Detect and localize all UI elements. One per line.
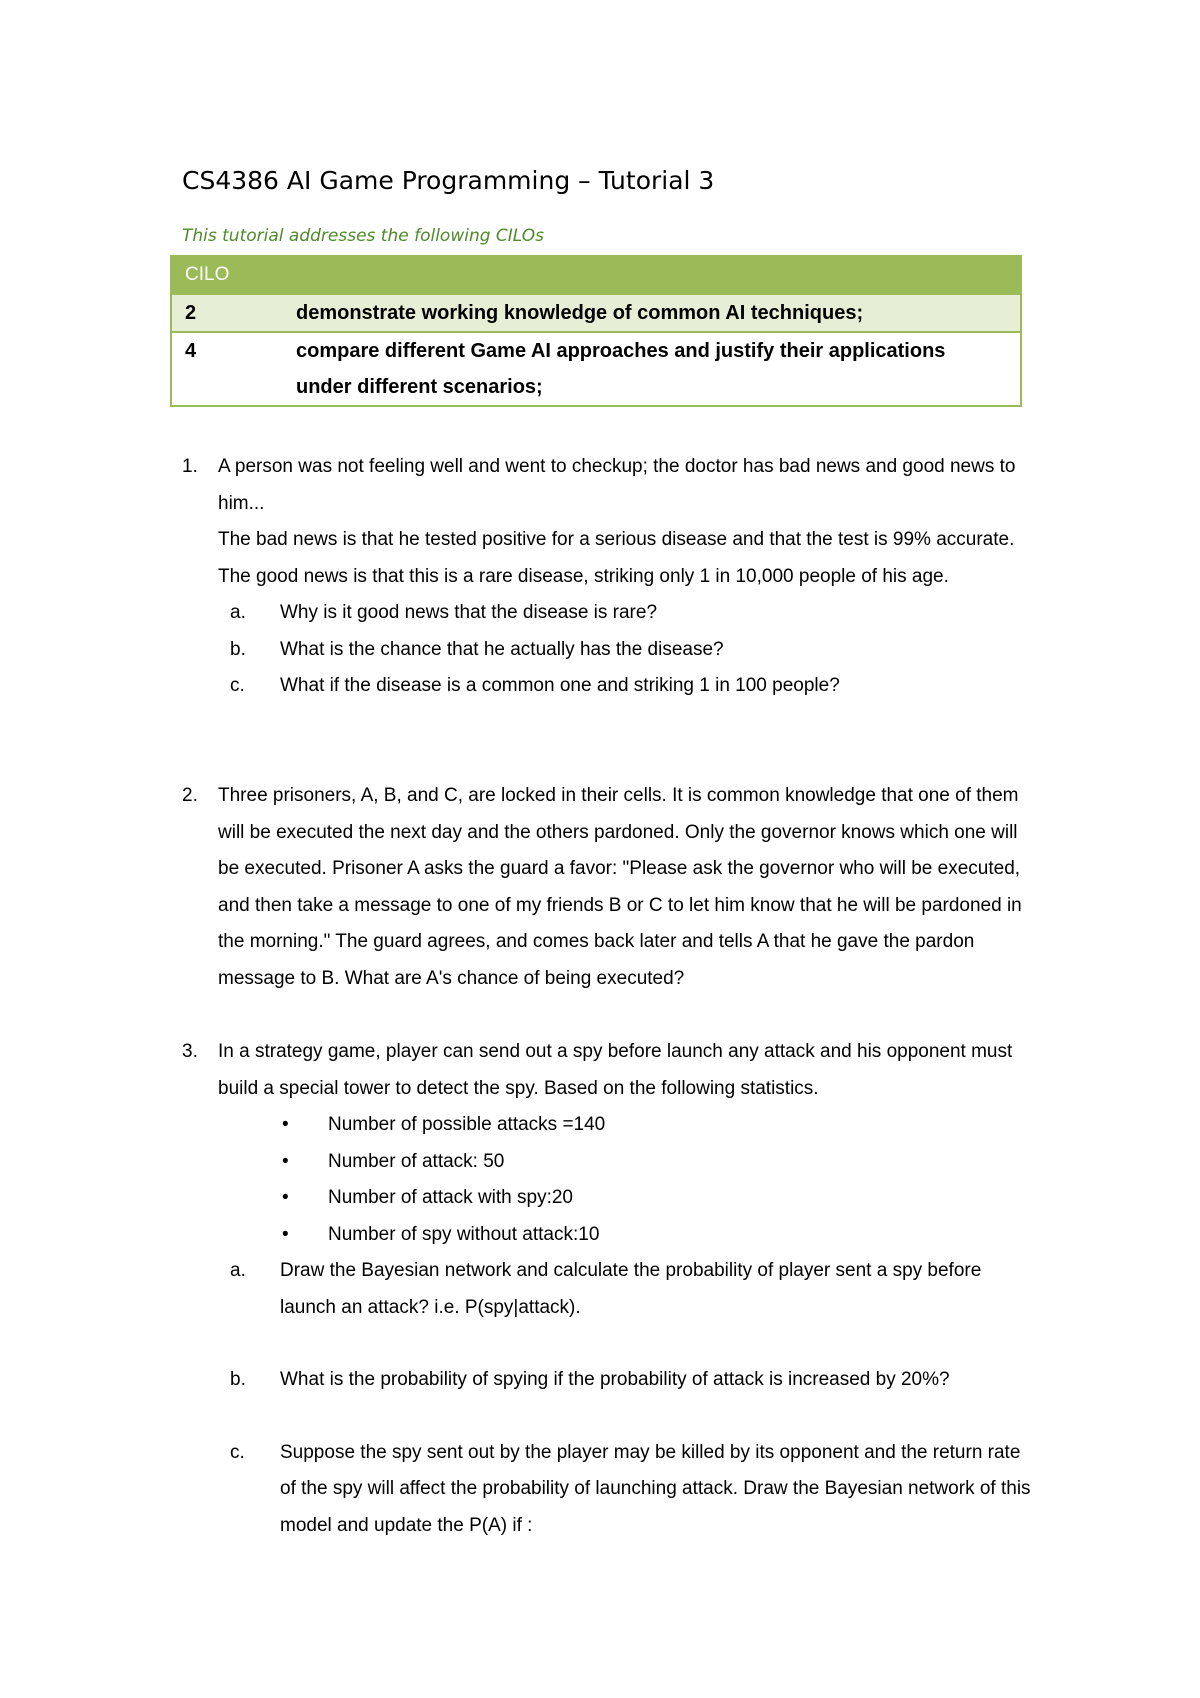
cilo-number: 2 <box>171 294 296 332</box>
question-block <box>182 449 1032 595</box>
sub-question-text: What is the probability of spying if the probability of attack is increased by 20%? <box>280 1369 950 1390</box>
sub-question-label: b. <box>230 638 246 660</box>
question-number: 2. <box>182 785 198 806</box>
sub-question-label: c. <box>230 1441 245 1463</box>
sub-question-label: a. <box>230 1260 246 1281</box>
statistic-item <box>182 1217 1032 1254</box>
statistic-item <box>182 1107 1032 1144</box>
cilo-intro: This tutorial addresses the following CILOs <box>182 226 544 246</box>
bullet-icon: • <box>282 1223 289 1245</box>
bullet-icon: • <box>282 1150 289 1172</box>
spacer <box>182 1326 1032 1362</box>
sub-question-text: Suppose the spy sent out by the player may be killed by its opponent and the return rate of the spy will affect the probability of launching attack. Draw the Bayesian network of this model and update the P(A) if : <box>280 1441 1031 1536</box>
sub-question-text: Why is it good news that the disease is rare? <box>280 602 658 623</box>
sub-question-text: What if the disease is a common one and striking 1 in 100 people? <box>280 675 840 696</box>
cilo-description: demonstrate working knowledge of common AI techniques; <box>296 294 1021 332</box>
cilo-table-header-row <box>171 256 1021 294</box>
sub-question-text: Draw the Bayesian network and calculate the probability of player sent a spy before launch an attack? i.e. P(spy|attack). <box>280 1260 982 1318</box>
sub-question <box>182 632 1032 669</box>
cilo-row <box>171 332 1021 406</box>
sub-question <box>182 595 1032 632</box>
question-block <box>182 778 1032 997</box>
sub-question <box>182 1253 1032 1326</box>
cilo-table-header: CILO <box>171 256 1021 294</box>
page-title: CS4386 AI Game Programming – Tutorial 3 <box>182 166 715 195</box>
bullet-icon: • <box>282 1187 289 1208</box>
question-paragraph: The bad news is that he tested positive for a serious disease and that the test is 99% accurate. The good news is that this is a rare disease, striking only 1 in 10,000 people of his age. <box>218 529 1015 587</box>
sub-question-text: What is the chance that he actually has the disease? <box>280 638 724 660</box>
question-3 <box>182 1034 1032 1544</box>
question-number: 3. <box>182 1041 198 1062</box>
sub-question <box>182 1435 1032 1545</box>
cilo-description: compare different Game AI approaches and justify their applications under different scenarios; <box>296 332 1021 406</box>
sub-question <box>182 1362 1032 1399</box>
sub-question-label: b. <box>230 1369 246 1390</box>
statistic-text: Number of possible attacks =140 <box>328 1114 606 1135</box>
question-2 <box>182 778 1032 997</box>
question-block <box>182 1034 1032 1107</box>
bullet-icon: • <box>282 1114 289 1135</box>
cilo-number: 4 <box>171 332 296 406</box>
sub-question <box>182 668 1032 705</box>
question-paragraph: In a strategy game, player can send out a spy before launch any attack and his opponent must build a special tower to detect the spy. Based on the following statistics. <box>218 1041 1013 1099</box>
sub-question-label: c. <box>230 675 245 696</box>
question-paragraph: Three prisoners, A, B, and C, are locked in their cells. It is common knowledge that one of them will be executed the next day and the others pardoned. Only the governor knows which one will be executed. Prisoner A asks the guard a favor: "Please ask the governor who will be executed, and then take a message to one of my friends B or C to let him know that he will be pardoned in the morning." The guard agrees, and comes back later and tells A that he gave the pardon message to B. What are A's chance of being executed? <box>218 785 1022 989</box>
statistic-text: Number of attack: 50 <box>328 1150 505 1172</box>
statistic-item <box>182 1144 1032 1181</box>
spacer <box>182 1399 1032 1435</box>
sub-question-label: a. <box>230 602 246 623</box>
question-1 <box>182 449 1032 705</box>
question-paragraph: A person was not feeling well and went to checkup; the doctor has bad news and good news to him... <box>218 456 1016 514</box>
cilo-row <box>171 294 1021 332</box>
statistic-text: Number of spy without attack:10 <box>328 1223 600 1245</box>
cilo-table <box>170 255 1022 407</box>
statistic-text: Number of attack with spy:20 <box>328 1187 573 1208</box>
question-number: 1. <box>182 456 198 477</box>
statistic-item <box>182 1180 1032 1217</box>
